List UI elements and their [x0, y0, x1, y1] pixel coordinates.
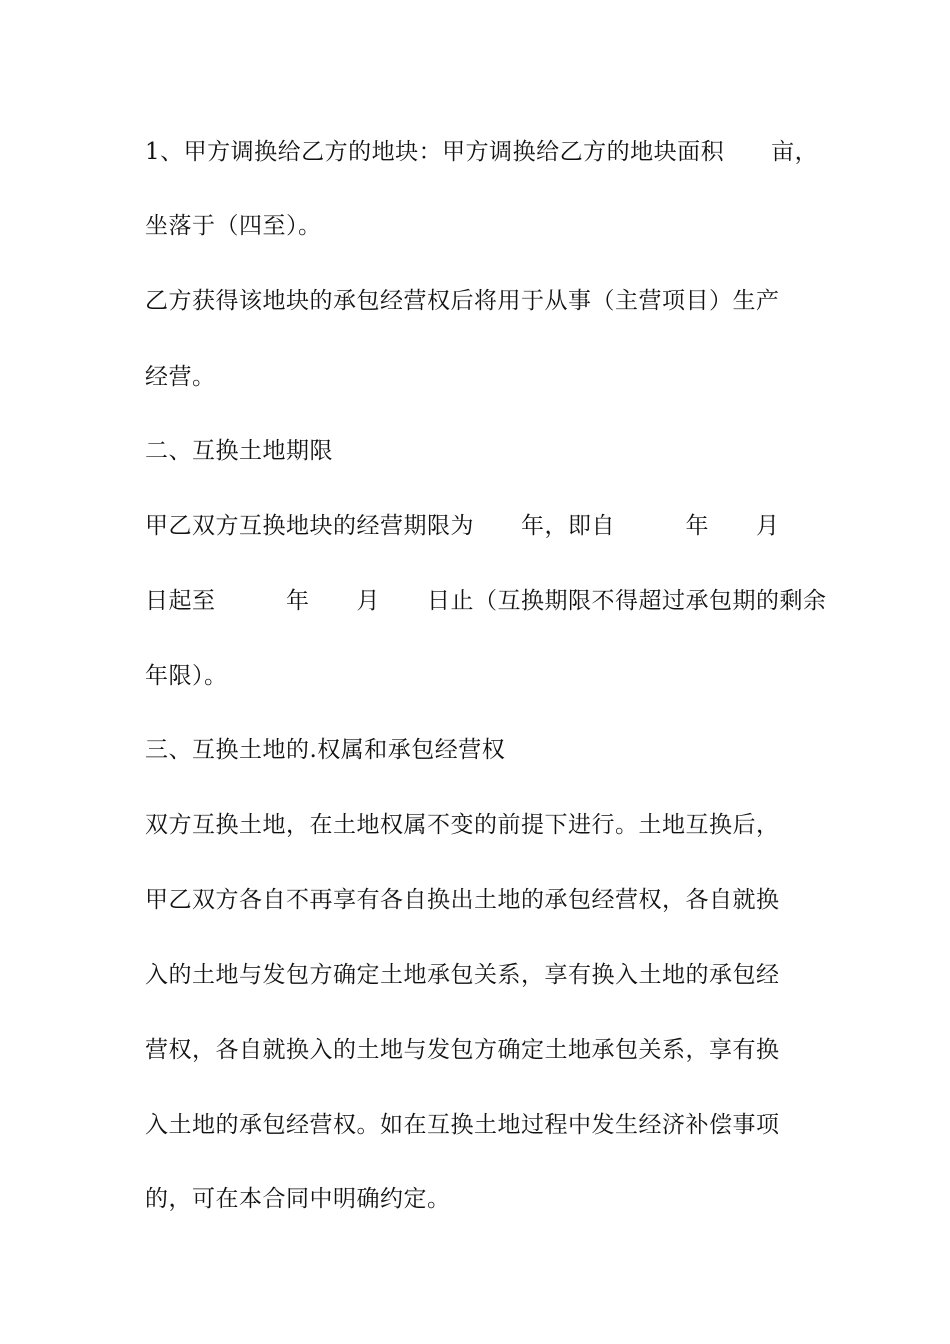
- paragraph-line: 经营。: [145, 364, 216, 390]
- paragraph-line: 坐落于（四至）。: [145, 213, 322, 239]
- paragraph-line: 乙方获得该地块的承包经营权后将用于从事（主营项目）生产: [145, 288, 780, 314]
- paragraph-line: 甲乙双方互换地块的经营期限为 年，即自 年 月: [145, 513, 780, 539]
- paragraph-line: 入的土地与发包方确定土地承包关系，享有换入土地的承包经: [145, 962, 780, 988]
- paragraph-line: 年限）。: [145, 663, 228, 689]
- paragraph-line: 双方互换土地，在土地权属不变的前提下进行。土地互换后，: [145, 812, 780, 838]
- section-heading: 二、互换土地期限: [145, 438, 333, 464]
- section-heading: 三、互换土地的.权属和承包经营权: [145, 737, 506, 763]
- paragraph-line: 营权，各自就换入的土地与发包方确定土地承包关系，享有换: [145, 1037, 780, 1063]
- paragraph-line: 入土地的承包经营权。如在互换土地过程中发生经济补偿事项: [145, 1112, 780, 1138]
- paragraph-line: 日起至 年 月 日止（互换期限不得超过承包期的剩余: [145, 588, 827, 614]
- paragraph-line: 的，可在本合同中明确约定。: [145, 1186, 451, 1212]
- paragraph-line: 甲乙双方各自不再享有各自换出土地的承包经营权，各自就换: [145, 887, 780, 913]
- paragraph-line: 1、甲方调换给乙方的地块：甲方调换给乙方的地块面积 亩，: [145, 139, 819, 165]
